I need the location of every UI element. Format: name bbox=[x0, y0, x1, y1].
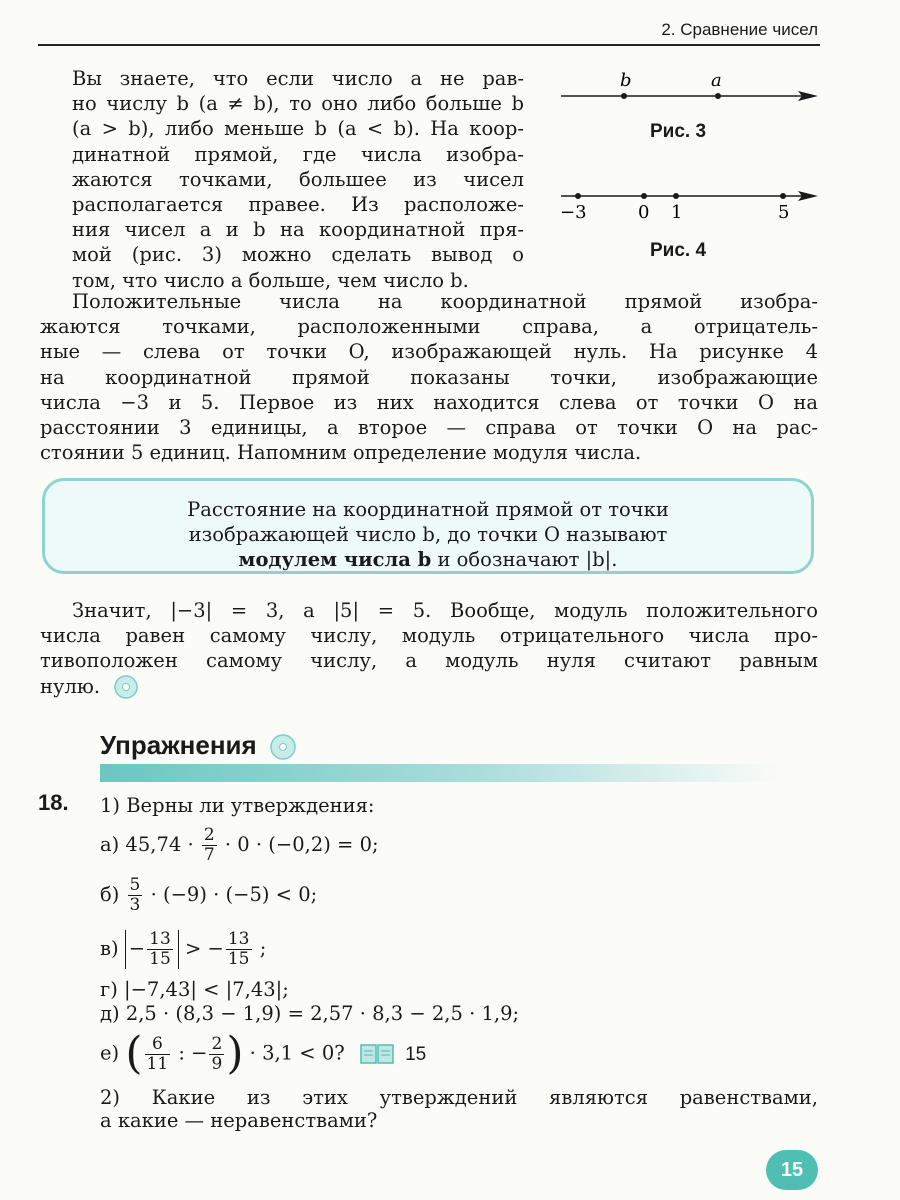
definition-line: изображающей число b, до точки O называют bbox=[188, 523, 668, 546]
fraction-denominator: 7 bbox=[203, 845, 215, 865]
absolute-value: − $\frac{13}{15}$ bbox=[125, 930, 179, 969]
text-line: стоянии 5 единиц. Напомним определение модуля числа. bbox=[40, 441, 642, 465]
text-line: числа равен самому числу, модуль отрицательного числа про- bbox=[40, 624, 818, 648]
text-line: (a > b), либо меньше b (a < b). На коор- bbox=[72, 117, 524, 141]
text-segment: · 3,1 < 0? bbox=[243, 1041, 345, 1065]
text-segment: е) bbox=[100, 1041, 126, 1065]
text-segment: нулю. bbox=[40, 674, 101, 698]
text-line: том, что число a больше, чем число b. bbox=[72, 268, 469, 292]
section-title bbox=[100, 730, 298, 761]
label-a: a bbox=[711, 70, 722, 91]
tick-label: −3 bbox=[560, 202, 587, 223]
text-segment: а) 45,74 · bbox=[100, 833, 200, 856]
exercise-item-g: г) |−7,43| < |7,43|; bbox=[100, 978, 289, 1001]
tick-label: 1 bbox=[671, 202, 683, 223]
running-header: 2. Сравнение чисел bbox=[661, 20, 818, 39]
fraction-denominator: 15 bbox=[227, 949, 250, 969]
paragraph-positive-negative bbox=[40, 289, 818, 465]
fraction-numerator: 13 bbox=[227, 929, 250, 949]
fraction bbox=[202, 826, 217, 865]
point-a bbox=[715, 93, 721, 99]
text-line: ния чисел a и b на координатной пря- bbox=[72, 218, 524, 242]
text-line: на координатной прямой показаны точки, изображающие bbox=[40, 365, 818, 389]
point-minus-3 bbox=[575, 193, 581, 199]
exercise-item-v bbox=[100, 930, 266, 969]
fraction-numerator: 2 bbox=[203, 825, 215, 845]
text-line: Положительные числа на координатной прямой изобра- bbox=[72, 290, 818, 313]
text-line: Вы знаете, что если число a не рав- bbox=[72, 67, 524, 90]
definition-rest: и обозначают |b|. bbox=[431, 548, 618, 571]
text-segment: : − bbox=[172, 1041, 208, 1065]
text-line: жаются точками, большее из чисел bbox=[72, 167, 524, 191]
text-line bbox=[40, 674, 818, 700]
exercise-item-a bbox=[100, 826, 379, 865]
fraction-numerator: 6 bbox=[145, 1035, 171, 1055]
fraction bbox=[128, 876, 143, 915]
text-line: динатной прямой, где числа изобра- bbox=[72, 142, 524, 166]
fraction bbox=[209, 1035, 224, 1074]
text-line: числа −3 и 5. Первое из них находится слева от точки O на bbox=[40, 390, 818, 414]
text-line: 2) Какие из этих утверждений являются равенствами, bbox=[100, 1086, 818, 1109]
text-line: Значит, |−3| = 3, а |5| = 5. Вообще, модуль положительного bbox=[72, 599, 818, 622]
point-b bbox=[621, 93, 627, 99]
definition-line: Расстояние на координатной прямой от точки bbox=[187, 498, 669, 521]
text-segment: ; bbox=[253, 937, 267, 960]
fraction-numerator: 13 bbox=[149, 929, 171, 949]
label-b: b bbox=[620, 70, 632, 91]
text-line: но числу b (a ≠ b), то оно либо больше b bbox=[72, 92, 524, 116]
disc-icon[interactable] bbox=[112, 675, 140, 699]
fraction-numerator: 5 bbox=[129, 875, 141, 895]
definition-term: модулем числа b bbox=[238, 548, 432, 571]
figure-4-caption: Рис. 4 bbox=[650, 240, 707, 261]
text-line: мой (рис. 3) можно сделать вывод о bbox=[72, 243, 524, 267]
fraction-denominator: 3 bbox=[129, 895, 141, 915]
text-line: расстоянии 3 единицы, а второе — справа от точки O на рас- bbox=[40, 416, 818, 440]
fraction-denominator: 15 bbox=[149, 949, 171, 969]
text-line: а какие — неравенствами? bbox=[100, 1109, 378, 1132]
point-5 bbox=[780, 193, 786, 199]
text-segment: · (−9) · (−5) < 0; bbox=[144, 883, 318, 906]
exercise-item-d: д) 2,5 · (8,3 − 1,9) = 2,57 · 8,3 − 2,5 · 1,9; bbox=[100, 1002, 520, 1025]
reference-page[interactable]: 15 bbox=[405, 1043, 427, 1065]
fraction-denominator: 11 bbox=[146, 1053, 169, 1074]
figure-3-number-line bbox=[556, 70, 826, 110]
figure-3-caption: Рис. 3 bbox=[650, 121, 707, 142]
text-line: ные — слева от точки O, изображающей нуль. На рисунке 4 bbox=[40, 340, 818, 364]
exercise-number: 18. bbox=[38, 790, 69, 815]
paren-open: ( bbox=[125, 1028, 143, 1079]
text-segment: > − bbox=[178, 937, 224, 960]
exercise-question-1: 1) Верны ли утверждения: bbox=[100, 794, 375, 817]
text-segment: в) bbox=[100, 937, 125, 960]
disc-icon[interactable] bbox=[268, 734, 298, 760]
text-line: тивоположен самому числу, а модуль нуля считают равным bbox=[40, 649, 818, 673]
text-segment: · 0 · (−0,2) = 0; bbox=[218, 833, 379, 856]
point-0 bbox=[641, 193, 647, 199]
text-segment: б) bbox=[100, 883, 126, 906]
section-band bbox=[100, 764, 780, 782]
exercise-item-e bbox=[100, 1028, 427, 1079]
text-line: располагается правее. Из расположе- bbox=[72, 193, 524, 217]
fraction bbox=[145, 1035, 171, 1074]
figure-4-number-line bbox=[556, 180, 826, 224]
tick-label: 0 bbox=[638, 202, 650, 223]
section-title-text: Упражнения bbox=[100, 730, 257, 760]
text-line: жаются точками, расположенными справа, а отрицатель- bbox=[40, 315, 818, 339]
definition-box bbox=[42, 478, 814, 574]
fraction bbox=[147, 930, 173, 969]
page-number: 15 bbox=[766, 1150, 818, 1190]
fraction bbox=[226, 930, 252, 969]
paragraph-modulus bbox=[40, 598, 818, 699]
fraction-numerator: 2 bbox=[211, 1033, 223, 1054]
intro-paragraph bbox=[72, 66, 524, 293]
exercise-question-2 bbox=[100, 1086, 818, 1132]
tick-label: 5 bbox=[778, 202, 790, 223]
point-1 bbox=[673, 193, 679, 199]
paren-close: ) bbox=[226, 1028, 244, 1079]
exercise-item-b bbox=[100, 876, 317, 915]
header-rule bbox=[38, 44, 820, 46]
book-icon[interactable] bbox=[359, 1042, 395, 1066]
fraction-denominator: 9 bbox=[211, 1053, 223, 1074]
definition-line bbox=[45, 547, 811, 572]
